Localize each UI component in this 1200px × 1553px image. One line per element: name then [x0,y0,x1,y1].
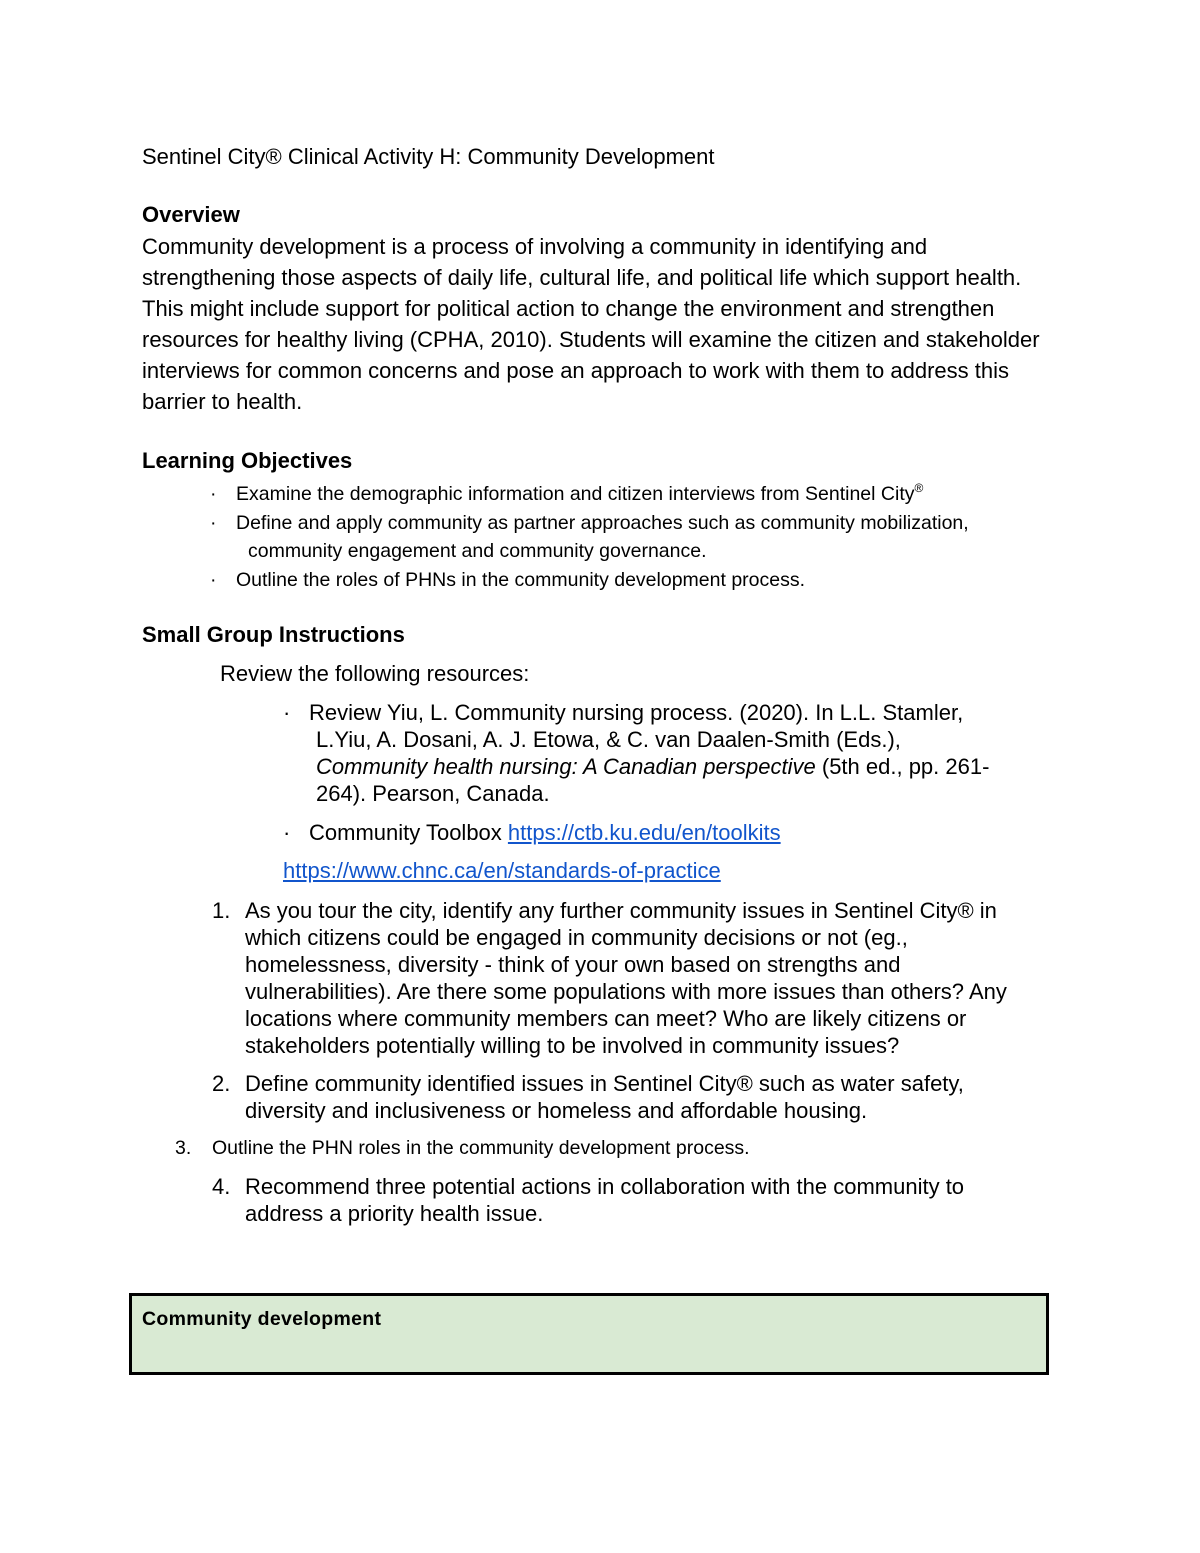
item-text: Define community identified issues in Sentinel City® such as water safety, diversity and inclusiveness or homeless and affordable housing. [245,1071,964,1123]
community-development-box [129,1293,1049,1375]
bullet-icon: · [283,700,291,725]
resource-item [283,699,1063,807]
objective-item [142,566,1082,595]
learning-objectives-list [142,480,1082,594]
resource-item [283,857,721,885]
numbered-item [212,897,1042,1059]
bullet-icon: · [283,820,291,845]
objective-item [142,509,1082,566]
item-number: 1. [212,898,231,923]
overview-body: Community development is a process of involving a community in identifying and strengthening those aspects of daily life, cultural life, and political life which support health. This might include support for political action to change the environment and strengthen resources for healthy living (CPHA, 2010). Students will examine the citizen and stakeholder interviews for common concerns and pose an approach to work with them to address this barrier to health. [142,234,1040,414]
objective-text-continued: community engagement and community governance. [248,540,707,562]
learning-objectives-heading: Learning Objectives [142,448,353,473]
registered-mark: ® [914,481,924,495]
book-title: Community health nursing: A Canadian perspective [316,754,816,779]
item-number: 3. [175,1137,192,1159]
review-intro: Review the following resources: [220,661,530,686]
objective-text: Define and apply community as partner approaches such as community mobilization, [236,511,969,534]
numbered-item [212,1173,1042,1227]
numbered-item [212,1070,1042,1124]
resource-line [309,819,1063,846]
item-text: Recommend three potential actions in collaboration with the community to address a priority health issue. [245,1174,965,1226]
edition-text: (5th ed., pp. 261- [815,754,990,779]
item-number: 4. [212,1174,231,1199]
objective-text: Outline the roles of PHNs in the community development process. [236,568,806,591]
item-number: 2. [212,1071,231,1096]
resource-line: Review Yiu, L. Community nursing process. (2020). In L.L. Stamler, [309,700,964,725]
resource-item [283,819,1063,846]
box-label: Community development [142,1308,382,1330]
bullet-icon: · [210,511,217,534]
resource-label: Community Toolbox [309,820,508,845]
document-title: Sentinel City® Clinical Activity H: Community Development [142,144,715,169]
resource-line [316,753,1063,780]
objective-item [142,480,1082,509]
item-text: Outline the PHN roles in the community development process. [212,1137,750,1159]
resource-line: 264). Pearson, Canada. [316,781,550,806]
bullet-icon: · [210,568,217,591]
numbered-item [175,1135,1005,1162]
small-group-heading: Small Group Instructions [142,622,405,647]
objective-text: Examine the demographic information and citizen interviews from Sentinel City [236,483,915,505]
item-text: As you tour the city, identify any further community issues in Sentinel City® in which citizens could be engaged in community decisions or not (eg., homelessness, diversity - think of your own based on strengths and vulnerabilities). Are there some populations with more issues than others? Any locations where community members can meet? Who are likely citizens or stakeholders potentially willing to be involved in community issues? [245,898,1007,1058]
community-toolbox-link[interactable]: https://ctb.ku.edu/en/toolkits [507,820,781,845]
chnc-standards-link[interactable]: https://www.chnc.ca/en/standards-of-practice [283,858,721,883]
bullet-icon: · [210,483,217,505]
overview-heading: Overview [142,202,240,227]
resource-line: L.Yiu, A. Dosani, A. J. Etowa, & C. van Daalen-Smith (Eds.), [316,727,901,752]
